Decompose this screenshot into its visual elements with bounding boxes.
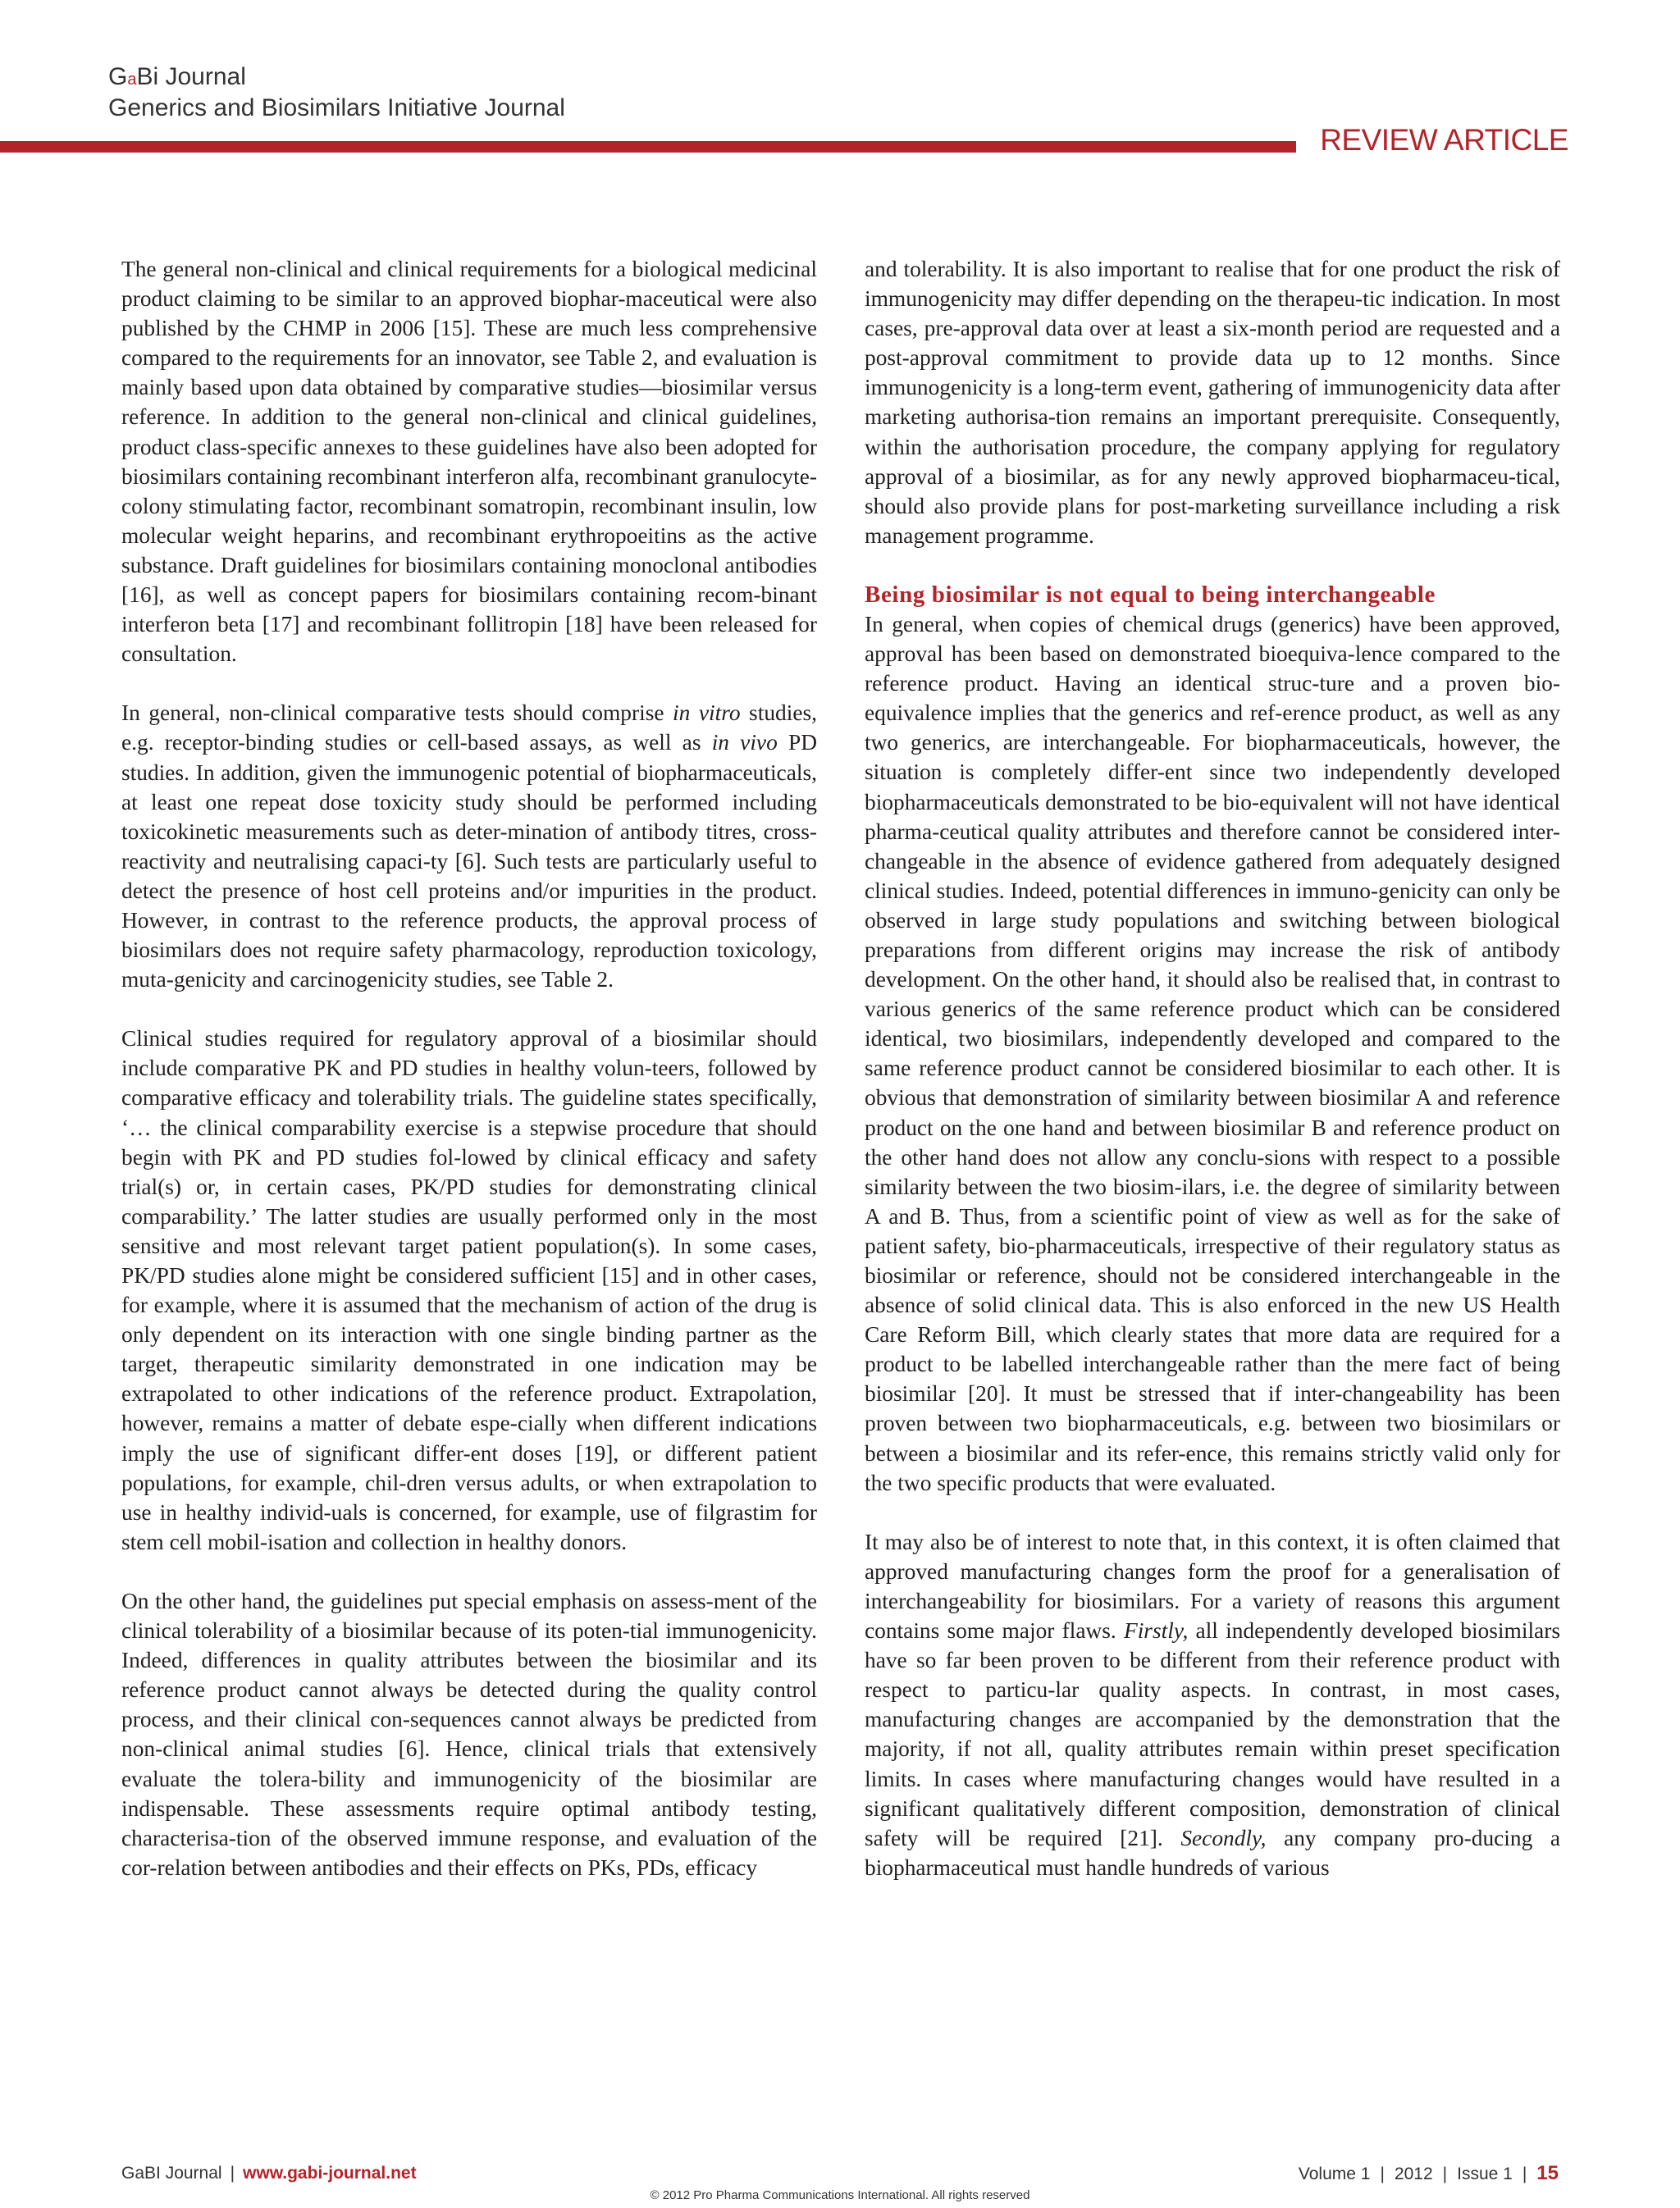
footer-journal: GaBI Journal | www.gabi-journal.net bbox=[121, 2164, 417, 2183]
paragraph: In general, when copies of chemical drugs (generics) have been approved, approval has been based on demonstrated bioequiva-lence compared to the reference product. Having an identical struc-ture and a proven bio-equivalence implies that the generics and ref-erence product, as well as any two generics, are interchangeable. For biopharmaceuticals, however, the situation is completely differ-ent since two independently developed biopharmaceuticals demonstrated to be bio-equivalent will not have identical pharma-ceutical quality attributes and therefore cannot be considered inter-changeable in the absence of evidence gathered from adequately designed clinical studies. Indeed, potential differences in immuno-genicity can only be observed in large study populations and switching between biological preparations from different origins may increase the risk of antibody development. On the other hand, it should also be realised that, in contrast to various generics of the same reference product which can be considered identical, two biosimilars, independently developed and compared to the same reference product cannot be considered biosimilar to each other. It is obvious that demonstration of similarity between biosimilar A and reference product on the one hand and between biosimilar B and reference product on the other hand does not allow any conclu-sions with respect to a possible similarity between the two biosim-ilars, i.e. the degree of similarity between A and B. Thus, from a scientific point of view as well as for the sake of patient safety, bio-pharmaceuticals, irrespective of their regulatory status as biosimilar or reference, should not be considered interchangeable in the absence of solid clinical data. This is also enforced in the new US Health Care Reform Bill, which clearly states that more data are required for a product to be labelled interchangeable rather than the mere fact of being biosimilar [20]. It must be stressed that if inter-changeability has been proven between two biopharmaceuticals, e.g. between two biosimilars or between a biosimilar and its refer-ence, this remains strictly valid only for the two specific products that were evaluated. bbox=[865, 611, 1560, 1495]
paragraph: It may also be of interest to note that, in this context, it is often claimed that approved manufacturing changes form the proof for a generalisation of interchangeability for biosimilars. For a variety of reasons this argument contains some major flaws. Firstly, all independently developed biosimilars have so far been proven to be different from their reference product with respect to particu-lar quality aspects. In contrast, in most cases, manufacturing changes are accompanied by the demonstration that the majority, if not all, quality attributes remain within preset specification limits. In cases where manufacturing changes would have resulted in a significant qualitatively different composition, demonstration of clinical safety will be required [21]. Secondly, any company pro-ducing a biopharmaceutical must handle hundreds of various bbox=[865, 1529, 1560, 1880]
page-number: 15 bbox=[1536, 2162, 1559, 2184]
header-rule bbox=[0, 141, 1296, 153]
footer-volume-info: Volume 1 | 2012 | Issue 1 | 15 bbox=[1298, 2162, 1559, 2184]
article-type: REVIEW ARTICLE bbox=[1320, 123, 1568, 157]
section-heading: Being biosimilar is not equal to being interchangeable bbox=[865, 581, 1436, 608]
journal-logo-a: a bbox=[127, 71, 137, 89]
paragraph: On the other hand, the guidelines put special emphasis on assess-ment of the clinical tolerability of a biosimilar because of its poten-tial immunogenicity. Indeed, differences in quality attributes between the biosimilar and its reference product cannot always be detected during the quality control process, and their clinical con-sequences cannot always be predicted from non-clinical animal studies [6]. Hence, clinical trials that extensively evaluate the tolera-bility and immunogenicity of the biosimilar are indispensable. These assessments require optimal antibody testing, characterisa-tion of the observed immune response, and evaluation of the cor-relation between antibodies and their effects on PKs, PDs, efficacy bbox=[121, 1588, 817, 1880]
journal-url-link[interactable]: www.gabi-journal.net bbox=[243, 2164, 417, 2183]
paragraph: Clinical studies required for regulatory approval of a biosimilar should include comparative PK and PD studies in healthy volun-teers, followed by comparative efficacy and tolerability trials. The guideline states specifically, ‘… the clinical comparability exercise is a stepwise procedure that should begin with PK and PD studies fol-lowed by clinical efficacy and safety trial(s) or, in certain cases, PK/PD studies for demonstrating clinical comparability.’ The latter studies are usually performed only in the most sensitive and most relevant target patient population(s). In some cases, PK/PD studies alone might be considered sufficient [15] and in other cases, for example, where it is assumed that the mechanism of action of the drug is only dependent on its interaction with one single binding partner as the target, therapeutic similarity demonstrated in one indication may be extrapolated to other indications of the reference product. Extrapolation, however, remains a matter of debate espe-cially when different indications imply the use of significant differ-ent doses [19], or different patient populations, for example, chil-dren versus adults, or when extrapolation to use in healthy individ-uals is concerned, for example, use of filgrastim for stem cell mobil-isation and collection in healthy donors. bbox=[121, 1026, 817, 1554]
copyright-notice: © 2012 Pro Pharma Communications International. All rights reserved bbox=[650, 2188, 1030, 2202]
journal-subtitle: Generics and Biosimilars Initiative Journal bbox=[108, 94, 565, 121]
paragraph: and tolerability. It is also important to realise that for one product the risk of immunogenicity may differ depending on the therapeu-tic indication. In most cases, pre-approval data over at least a six-month period are requested and a post-approval commitment to provide data up to 12 months. Since immunogenicity is a long-term event, gathering of immunogenicity data after marketing authorisa-tion remains an important prerequisite. Consequently, within the authorisation procedure, the company applying for regulatory approval of a biosimilar, as for any newly approved biopharmaceu-tical, should also provide plans for post-marketing surveillance including a risk management programme. bbox=[865, 257, 1560, 548]
right-column bbox=[865, 254, 1560, 1882]
journal-name: GaBi Journal bbox=[108, 63, 246, 90]
paragraph: The general non-clinical and clinical requirements for a biological medicinal product claiming to be similar to an approved biophar-maceutical were also published by the CHMP in 2006 [15]. These are much less comprehensive compared to the requirements for an innovator, see Table 2, and evaluation is mainly based upon data obtained by comparative studies—biosimilar versus reference. In addition to the general non-clinical and clinical guidelines, product class-specific annexes to these guidelines have also been adopted for biosimilars containing recombinant interferon alfa, recombinant granulocyte-colony stimulating factor, recombinant somatropin, recombinant insulin, low molecular weight heparins, and recombinant erythropoeitins as the active substance. Draft guidelines for biosimilars containing monoclonal antibodies [16], as well as concept papers for biosimilars containing recom-binant interferon beta [17] and recombinant follitropin [18] have been released for consultation. bbox=[121, 257, 817, 667]
paragraph: In general, non-clinical comparative tests should comprise in vitro studies, e.g. receptor-binding studies or cell-based assays, as well as in vivo PD studies. In addition, given the immunogenic potential of biopharmaceuticals, at least one repeat dose toxicity study should be performed including toxicokinetic measurements such as deter-mination of antibody titres, cross-reactivity and neutralising capaci-ty [6]. Such tests are particularly useful to detect the presence of host cell proteins and/or impurities in the product. However, in contrast to the reference products, the approval process of biosimilars does not require safety pharmacology, reproduction toxicology, muta-genicity and carcinogenicity studies, see Table 2. bbox=[121, 700, 817, 992]
left-column bbox=[121, 254, 817, 1882]
